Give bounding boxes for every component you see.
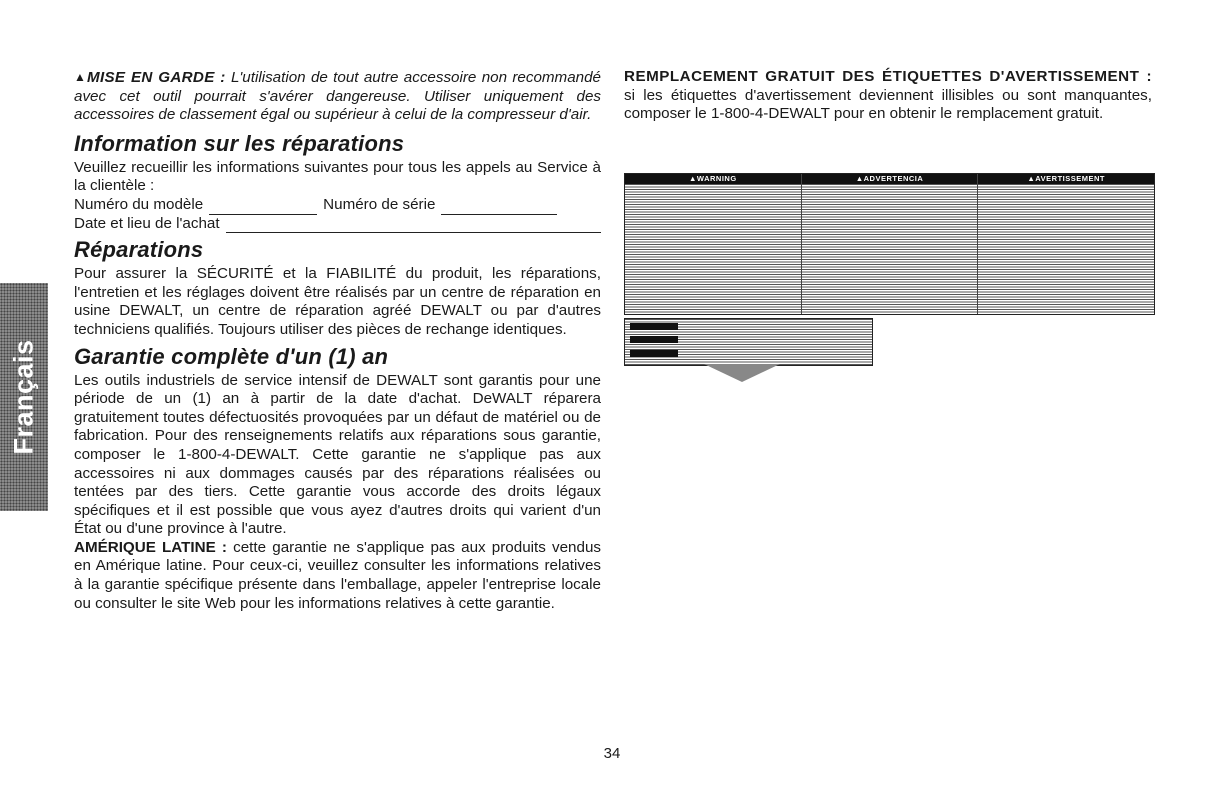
warning-triangle-icon: ▲ — [74, 70, 87, 84]
warning-labels-image — [624, 173, 1155, 315]
latam-paragraph — [74, 539, 601, 613]
info-section-title: Information sur les réparations — [74, 130, 405, 156]
repairs-section-title: Réparations — [74, 237, 204, 263]
warning-label-header: ▲ADVERTENCIA — [802, 174, 978, 184]
serial-blank — [441, 200, 557, 215]
date-blank — [226, 218, 601, 233]
warning-paragraph — [74, 68, 601, 125]
latam-text: cette garantie ne s'applique pas aux produits vendus en Amérique latine. Pour ceux-ci, veuillez consulter les informations relatives à la garantie spécifique présente dans l'emballage, appeler l'entreprise locale ou consulter le site Web pour les informations relatives à cette garantie. — [74, 538, 601, 612]
warning-text: L'utilisation de tout autre accessoire non recommandé avec cet outil pourrait s'avérer dangereuse. Utiliser uniquement des accessoires de classement égal ou supérieur à celui de la compresseur d'air. — [74, 69, 601, 124]
strip-bar — [630, 336, 678, 343]
label-replacement-text: si les étiquettes d'avertissement deviennent illisibles ou sont manquantes, composer le 1-800-4-DEWALT pour en obtenir le remplacement gratuit. — [624, 86, 1152, 123]
strip-bar — [630, 350, 678, 357]
date-label: Date et lieu de l'achat — [74, 214, 220, 232]
warning-label-header: ▲AVERTISSEMENT — [978, 174, 1154, 184]
warning-label-french — [977, 174, 1154, 314]
warning-label-header: ▲WARNING — [625, 174, 801, 184]
strip-bar — [630, 323, 678, 330]
right-column — [624, 68, 1152, 124]
warning-label-english — [625, 174, 801, 314]
warning-strip-label — [624, 318, 873, 366]
left-column — [74, 68, 601, 613]
model-serial-line — [74, 196, 601, 215]
strip-arrow-icon — [704, 364, 780, 382]
warning-lead: MISE EN GARDE : — [87, 69, 226, 86]
warranty-section-title: Garantie complète d'un (1) an — [74, 343, 389, 369]
page-number: 34 — [603, 745, 621, 762]
language-side-tab — [0, 283, 48, 511]
model-label: Numéro du modèle — [74, 195, 204, 213]
label-replacement-title: REMPLACEMENT GRATUIT DES ÉTIQUETTES D'AVERTISSEMENT : — [624, 68, 1152, 85]
date-line — [74, 215, 601, 234]
label-replacement-paragraph — [624, 68, 1152, 124]
model-blank — [209, 200, 317, 215]
language-tab-label: Français — [8, 339, 39, 455]
info-intro: Veuillez recueillir les informations suivantes pour tous les appels au Service à la clientèle : — [74, 158, 601, 195]
serial-label: Numéro de série — [323, 195, 436, 213]
warranty-text: Les outils industriels de service intensif de DEWALT sont garantis pour une période de un (1) an à partir de la date d'achat. DeWALT réparera gratuitement toutes défectuosités provoquées par un défaut de matériel ou de fabrication. Pour des renseignements relatifs aux réparations sous garantie, composer le 1-800-4-DEWALT. Cette garantie ne s'applique pas aux accessoires ni aux dommages causés par des réparations réalisées ou tentées par des tiers. Cette garantie vous accorde des droits légaux spécifiques et il est possible que vous ayez d'autres droits qui varient d'un État ou d'une province à l'autre. — [74, 371, 601, 538]
repairs-text: Pour assurer la SÉCURITÉ et la FIABILITÉ du produit, les réparations, l'entretien et les réglages doivent être réalisés par un centre de réparation en usine DEWALT, un centre de réparation agréé DEWALT ou par d'autres techniciens qualifiés. Toujours utiliser des pièces de rechange identiques. — [74, 265, 601, 338]
latam-lead: AMÉRIQUE LATINE : — [74, 538, 227, 556]
warning-label-spanish — [801, 174, 978, 314]
